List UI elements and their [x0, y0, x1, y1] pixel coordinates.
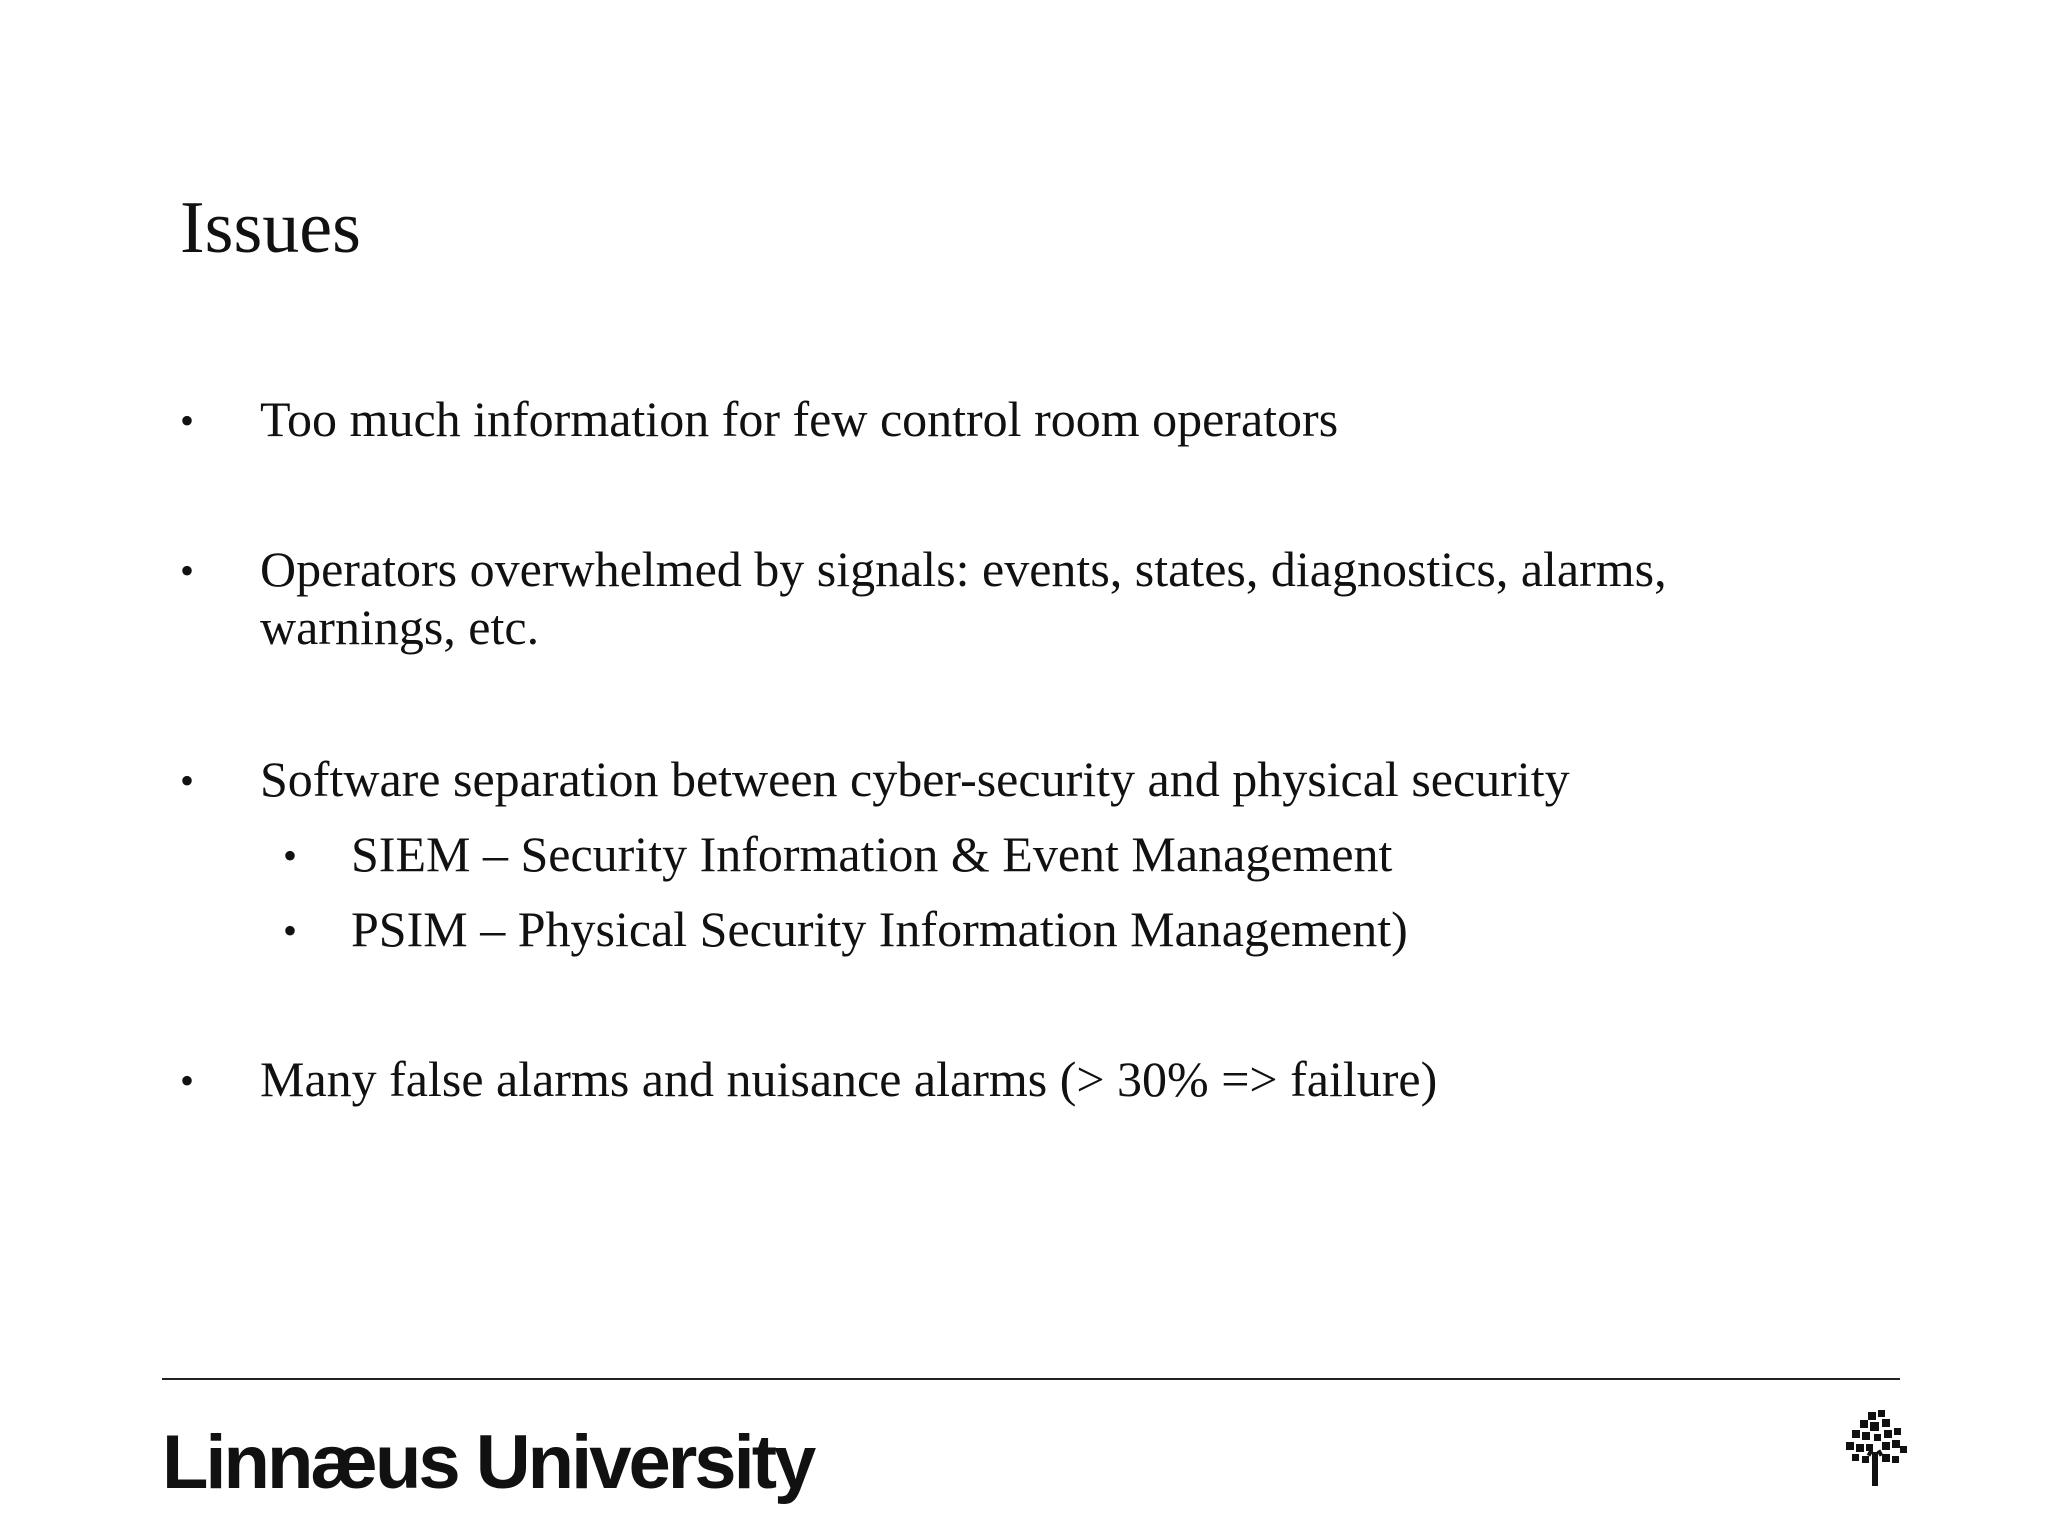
sub-bullet-text: SIEM – Security Information & Event Management [351, 826, 1393, 882]
sub-bullet-text: PSIM – Physical Security Information Management) [351, 901, 1408, 957]
bullet-text: Software separation between cyber-security and physical security [260, 751, 1570, 807]
bullet-marker: • [180, 1058, 195, 1103]
bullet-text [260, 540, 1667, 656]
bullet-marker: • [180, 398, 195, 443]
footer-divider [162, 1378, 1900, 1380]
university-logo-text: Linnæus University [162, 1420, 814, 1505]
bullet-marker: • [283, 908, 298, 953]
bullet-marker: • [180, 548, 195, 593]
bullet-text: Too much information for few control room operators [260, 391, 1339, 447]
bullet-marker: • [283, 833, 298, 878]
bullet-text-line: Operators overwhelmed by signals: events, states, diagnostics, alarms, [260, 541, 1667, 597]
bullet-text-line: warnings, etc. [260, 599, 540, 655]
bullet-text: Many false alarms and nuisance alarms (> 30% => failure) [260, 1051, 1438, 1107]
slide-title: Issues [180, 187, 361, 269]
bullet-marker: • [180, 758, 195, 803]
tree-logo-icon [1840, 1408, 1910, 1488]
